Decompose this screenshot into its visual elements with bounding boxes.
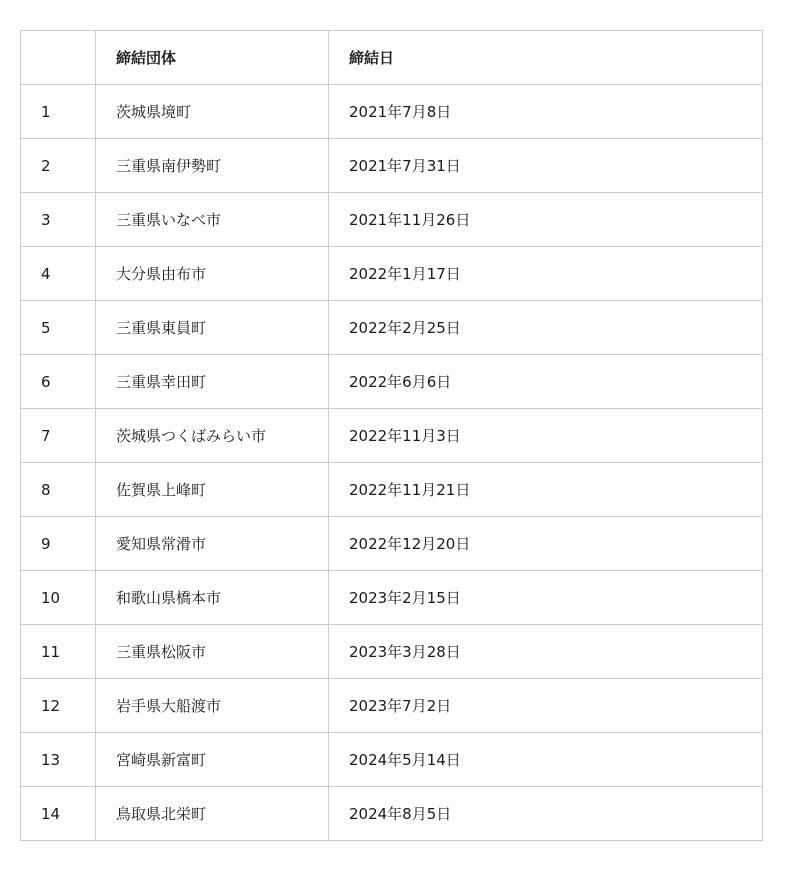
cell-organization: 三重県いなべ市 bbox=[96, 193, 329, 247]
cell-date: 2022年12月20日 bbox=[329, 517, 763, 571]
cell-date: 2023年2月15日 bbox=[329, 571, 763, 625]
table-row bbox=[21, 355, 763, 409]
table-row bbox=[21, 625, 763, 679]
cell-number: 5 bbox=[21, 301, 96, 355]
cell-organization: 岩手県大船渡市 bbox=[96, 679, 329, 733]
table-row bbox=[21, 733, 763, 787]
cell-number: 1 bbox=[21, 85, 96, 139]
cell-date: 2022年2月25日 bbox=[329, 301, 763, 355]
cell-organization: 三重県南伊勢町 bbox=[96, 139, 329, 193]
cell-organization: 茨城県境町 bbox=[96, 85, 329, 139]
cell-organization: 愛知県常滑市 bbox=[96, 517, 329, 571]
header-number bbox=[21, 31, 96, 85]
header-organization: 締結団体 bbox=[96, 31, 329, 85]
cell-number: 2 bbox=[21, 139, 96, 193]
cell-number: 4 bbox=[21, 247, 96, 301]
table-row bbox=[21, 463, 763, 517]
table-row bbox=[21, 247, 763, 301]
table-row bbox=[21, 571, 763, 625]
cell-organization: 三重県東員町 bbox=[96, 301, 329, 355]
cell-date: 2022年11月3日 bbox=[329, 409, 763, 463]
cell-number: 8 bbox=[21, 463, 96, 517]
cell-number: 14 bbox=[21, 787, 96, 841]
cell-organization: 三重県松阪市 bbox=[96, 625, 329, 679]
cell-organization: 鳥取県北栄町 bbox=[96, 787, 329, 841]
cell-organization: 佐賀県上峰町 bbox=[96, 463, 329, 517]
cell-date: 2021年7月31日 bbox=[329, 139, 763, 193]
cell-organization: 茨城県つくばみらい市 bbox=[96, 409, 329, 463]
table-header-row bbox=[21, 31, 763, 85]
cell-organization: 和歌山県橋本市 bbox=[96, 571, 329, 625]
header-date: 締結日 bbox=[329, 31, 763, 85]
cell-number: 6 bbox=[21, 355, 96, 409]
cell-number: 11 bbox=[21, 625, 96, 679]
cell-number: 9 bbox=[21, 517, 96, 571]
table-row bbox=[21, 787, 763, 841]
table-row bbox=[21, 85, 763, 139]
cell-date: 2023年7月2日 bbox=[329, 679, 763, 733]
cell-date: 2022年6月6日 bbox=[329, 355, 763, 409]
cell-number: 13 bbox=[21, 733, 96, 787]
table-row bbox=[21, 139, 763, 193]
cell-date: 2024年8月5日 bbox=[329, 787, 763, 841]
table-row bbox=[21, 679, 763, 733]
cell-date: 2022年1月17日 bbox=[329, 247, 763, 301]
cell-number: 3 bbox=[21, 193, 96, 247]
cell-date: 2022年11月21日 bbox=[329, 463, 763, 517]
cell-date: 2021年7月8日 bbox=[329, 85, 763, 139]
cell-organization: 宮崎県新富町 bbox=[96, 733, 329, 787]
cell-organization: 大分県由布市 bbox=[96, 247, 329, 301]
agreements-table-container bbox=[20, 30, 762, 841]
cell-date: 2024年5月14日 bbox=[329, 733, 763, 787]
cell-number: 7 bbox=[21, 409, 96, 463]
table-row bbox=[21, 193, 763, 247]
cell-date: 2023年3月28日 bbox=[329, 625, 763, 679]
cell-organization: 三重県幸田町 bbox=[96, 355, 329, 409]
table-row bbox=[21, 301, 763, 355]
table-row bbox=[21, 409, 763, 463]
cell-date: 2021年11月26日 bbox=[329, 193, 763, 247]
table-row bbox=[21, 517, 763, 571]
agreements-table bbox=[20, 30, 763, 841]
cell-number: 10 bbox=[21, 571, 96, 625]
cell-number: 12 bbox=[21, 679, 96, 733]
